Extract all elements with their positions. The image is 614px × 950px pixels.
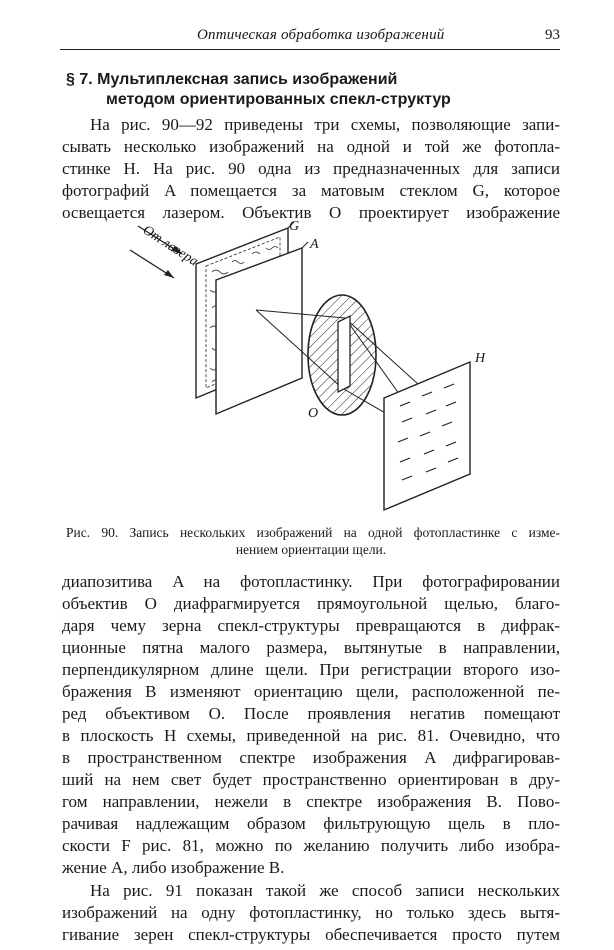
text-line: бражения B изменяют ориентацию щели, расположенной пе-: [62, 682, 560, 701]
paragraph-3: [62, 880, 560, 946]
text-line: диапозитива A на фотопластинку. При фотографировании: [62, 572, 560, 591]
paragraph-1: [62, 114, 560, 224]
text-line: объектив O диафрагмируется прямоугольной щелью, благо-: [62, 594, 560, 613]
text-line: жение A, либо изображение B.: [62, 858, 285, 877]
caption-line-2: нением ориентации щели.: [235, 542, 387, 557]
text-line: в плоскость H схемы, приведенной на рис. 81. Очевидно, что: [62, 726, 560, 745]
text-line: ший на нем свет будет пространственно ориентирован в дру-: [62, 770, 560, 789]
running-head: [60, 27, 560, 50]
figure-90-diagram: [120, 210, 500, 520]
text-line: ред объективом O. После проявления негатив помещают: [62, 704, 560, 723]
text-line: освещается лазером. Объектив O проектирует изображение: [62, 203, 560, 222]
text-line: перпендикулярном длине щели. При регистрации второго изо-: [62, 660, 560, 679]
text-line: стинке H. На рис. 90 одна из предназначенных для записи: [62, 159, 560, 178]
label-H: H: [475, 351, 486, 366]
text-line: фотографий A помещается за матовым стеклом G, которое: [62, 181, 560, 200]
page-number: 93: [545, 27, 560, 43]
text-line: рачивая надлежащим образом фильтрующую щель в пло-: [62, 814, 560, 833]
text-line: На рис. 91 показан такой же способ записи нескольких: [90, 881, 560, 900]
label-A: A: [310, 237, 319, 252]
label-O: O: [308, 406, 319, 421]
text-line: гом направлении, нежели в спектре изображения B. Пово-: [62, 792, 560, 811]
text-line: ционные пятна малого размера, вытянутые в направлении,: [62, 638, 560, 657]
text-line: гивание зерен спекл-структуры обеспечивается просто путем: [62, 925, 560, 944]
section-title: [66, 70, 566, 110]
figure-90: [120, 210, 500, 520]
caption-line-1: Рис. 90. Запись нескольких изображений на одной фотопластинке с изме-: [66, 525, 560, 540]
text-line: На рис. 90—92 приведены три схемы, позволяющие запи-: [90, 115, 560, 134]
photoplate-H: [384, 362, 470, 510]
objective-O: [308, 295, 376, 415]
label-laser: От лазера: [139, 222, 201, 270]
text-line: даря чему зерна спекл-структуры превращаются в дифрак-: [62, 616, 560, 635]
section-title-line-1: § 7. Мультиплексная запись изображений: [66, 71, 398, 88]
text-line: сывать несколько изображений на одной и той же фотопла-: [62, 137, 560, 156]
label-G: G: [289, 219, 300, 234]
paragraph-2: [62, 571, 560, 879]
text-line: скости F рис. 81, можно по желанию получить либо изобра-: [62, 836, 560, 855]
figure-caption: [62, 524, 560, 558]
text-line: в пространственном спектре изображения A дифрагировав-: [62, 748, 560, 767]
section-title-line-2: методом ориентированных спекл-структур: [106, 91, 451, 108]
running-title: Оптическая обработка изображений: [197, 27, 445, 43]
text-line: изображений на одну фотопластинку, но только здесь вытя-: [62, 903, 560, 922]
